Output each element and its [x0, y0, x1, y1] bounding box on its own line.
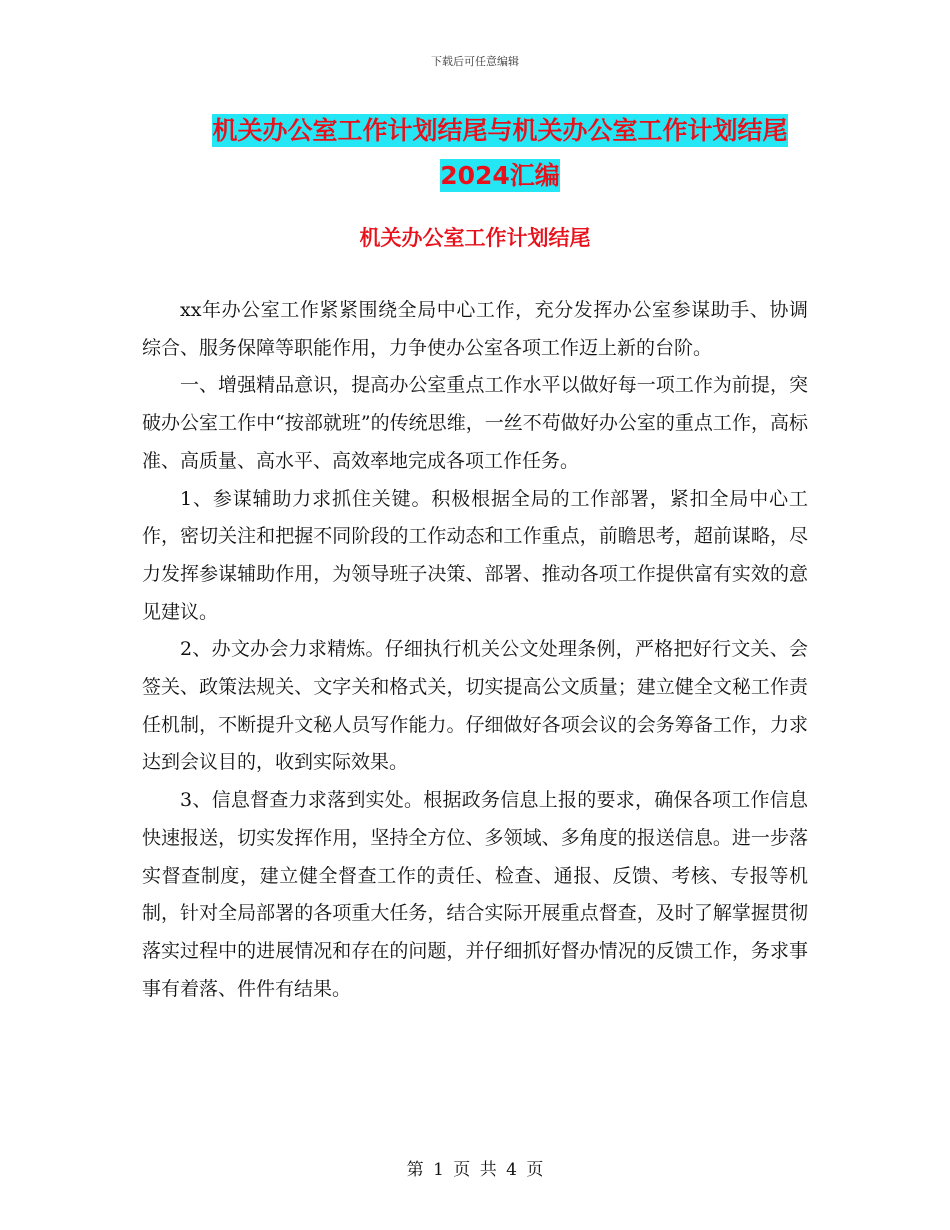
document-body: [142, 292, 808, 1008]
paragraph: 3、信息督查力求落到实处。根据政务信息上报的要求，确保各项工作信息快速报送，切实发挥作用，坚持全方位、多领域、多角度的报送信息。进一步落实督查制度，建立健全督查工作的责任、检查、通报、反馈、考核、专报等机制，针对全局部署的各项重大任务，结合实际开展重点督查，及时了解掌握贯彻落实过程中的进展情况和存在的问题，并仔细抓好督办情况的反馈工作，务求事事有着落、件件有结果。: [142, 789, 808, 1000]
paragraph: 1、参谋辅助力求抓住关键。积极根据全局的工作部署，紧扣全局中心工作，密切关注和把握不同阶段的工作动态和工作重点，前瞻思考，超前谋略，尽力发挥参谋辅助作用，为领导班子决策、部署、推动各项工作提供富有实效的意见建议。: [142, 487, 808, 623]
paragraph: 2、办文办会力求精炼。仔细执行机关公文处理条例，严格把好行文关、会签关、政策法规关、文字关和格式关，切实提高公文质量；建立健全文秘工作责任机制，不断提升文秘人员写作能力。仔细做好各项会议的会务筹备工作，力求达到会议目的，收到实际效果。: [142, 638, 808, 774]
document-title-line1: 机关办公室工作计划结尾与机关办公室工作计划结尾: [212, 116, 788, 145]
page-footer: 第 1 页 共 4 页: [406, 1160, 544, 1180]
document-title: [140, 108, 860, 198]
paragraph: 一、增强精品意识，提高办公室重点工作水平以做好每一项工作为前提，突破办公室工作中“按部就班”的传统思维，一丝不苟做好办公室的重点工作，高标准、高质量、高水平、高效率地完成各项工作任务。: [142, 374, 808, 472]
document-title-line2: 2024汇编: [440, 161, 560, 190]
page-header-note: 下载后可任意编辑: [431, 55, 519, 68]
section-title: 机关办公室工作计划结尾: [359, 226, 591, 250]
paragraph: xx年办公室工作紧紧围绕全局中心工作，充分发挥办公室参谋助手、协调综合、服务保障等职能作用，力争使办公室各项工作迈上新的台阶。: [142, 299, 808, 359]
